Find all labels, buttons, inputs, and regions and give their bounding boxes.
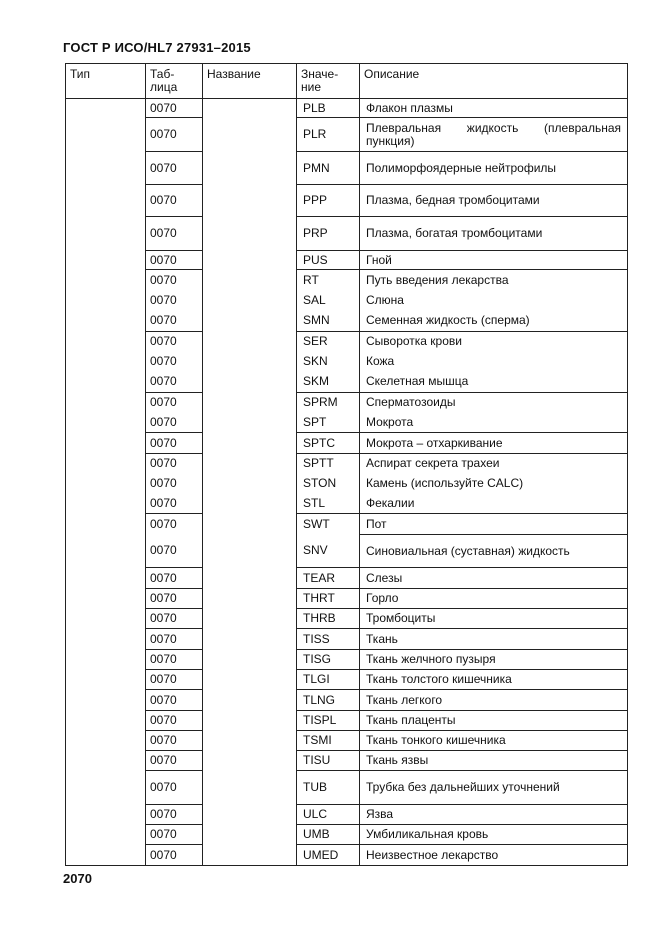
value-cell: UMB <box>297 825 360 845</box>
value-cell: THRT <box>297 589 360 609</box>
table-row <box>66 589 628 609</box>
name-cell <box>203 670 297 690</box>
type-cell <box>66 771 146 805</box>
type-cell <box>66 731 146 751</box>
description-cell: Ткань толстого кишечника <box>360 670 628 690</box>
value-cell: TISG <box>297 650 360 670</box>
description-cell: Пот <box>360 514 628 535</box>
name-cell <box>203 433 297 454</box>
table-number-cell: 0070 <box>146 185 203 217</box>
name-cell <box>203 251 297 270</box>
description-cell: Плевральная жидкость (плевральная пункция) <box>360 118 628 152</box>
table-number-cell: 0070 <box>146 332 203 352</box>
table-number-cell: 0070 <box>146 433 203 454</box>
type-cell <box>66 568 146 589</box>
col-header-name: Название <box>203 64 297 99</box>
col-header-description: Описание <box>360 64 628 99</box>
table-row <box>66 629 628 650</box>
type-cell <box>66 393 146 413</box>
col-header-type: Тип <box>66 64 146 99</box>
type-cell <box>66 311 146 332</box>
table-number-cell: 0070 <box>146 311 203 332</box>
type-cell <box>66 474 146 494</box>
type-cell <box>66 751 146 771</box>
value-cell: TEAR <box>297 568 360 589</box>
description-cell: Гной <box>360 251 628 270</box>
description-cell: Аспират секрета трахеи <box>360 454 628 474</box>
type-cell <box>66 494 146 514</box>
value-cell: SKM <box>297 372 360 393</box>
table-row <box>66 270 628 291</box>
value-cell: SPRM <box>297 393 360 413</box>
value-cell: TLGI <box>297 670 360 690</box>
table-body <box>66 99 628 866</box>
table-number-cell: 0070 <box>146 217 203 251</box>
type-cell <box>66 291 146 311</box>
description-cell: Ткань язвы <box>360 751 628 771</box>
name-cell <box>203 454 297 474</box>
type-cell <box>66 185 146 217</box>
table-row <box>66 291 628 311</box>
value-cell: TUB <box>297 771 360 805</box>
type-cell <box>66 332 146 352</box>
table-number-cell: 0070 <box>146 291 203 311</box>
table-row <box>66 805 628 825</box>
table-number-cell: 0070 <box>146 270 203 291</box>
table-row <box>66 771 628 805</box>
page-number: 2070 <box>63 871 92 886</box>
table-number-cell: 0070 <box>146 99 203 118</box>
name-cell <box>203 393 297 413</box>
name-cell <box>203 311 297 332</box>
name-cell <box>203 270 297 291</box>
table-row <box>66 535 628 568</box>
type-cell <box>66 433 146 454</box>
value-cell: STL <box>297 494 360 514</box>
table-number-cell: 0070 <box>146 650 203 670</box>
table-number-cell: 0070 <box>146 609 203 629</box>
type-cell <box>66 217 146 251</box>
description-cell: Семенная жидкость (сперма) <box>360 311 628 332</box>
type-cell <box>66 670 146 690</box>
table-number-cell: 0070 <box>146 805 203 825</box>
value-cell: TISS <box>297 629 360 650</box>
type-cell <box>66 629 146 650</box>
table-row <box>66 514 628 535</box>
type-cell <box>66 251 146 270</box>
description-cell: Умбиликальная кровь <box>360 825 628 845</box>
table-number-cell: 0070 <box>146 589 203 609</box>
value-cell: SAL <box>297 291 360 311</box>
table-number-cell: 0070 <box>146 690 203 711</box>
type-cell <box>66 270 146 291</box>
value-cell: TSMI <box>297 731 360 751</box>
table-number-cell: 0070 <box>146 825 203 845</box>
type-cell <box>66 352 146 372</box>
value-cell: TISU <box>297 751 360 771</box>
name-cell <box>203 845 297 866</box>
value-cell: UMED <box>297 845 360 866</box>
code-table <box>65 63 628 866</box>
col-header-table: Таб- лица <box>146 64 203 99</box>
table-row <box>66 568 628 589</box>
table-row <box>66 711 628 731</box>
type-cell <box>66 609 146 629</box>
table-row <box>66 609 628 629</box>
name-cell <box>203 372 297 393</box>
table-row <box>66 99 628 118</box>
type-cell <box>66 118 146 152</box>
value-cell: SPTT <box>297 454 360 474</box>
table-row <box>66 413 628 433</box>
table-number-cell: 0070 <box>146 494 203 514</box>
name-cell <box>203 690 297 711</box>
table-number-cell: 0070 <box>146 711 203 731</box>
value-cell: PRP <box>297 217 360 251</box>
name-cell <box>203 731 297 751</box>
table-number-cell: 0070 <box>146 731 203 751</box>
name-cell <box>203 609 297 629</box>
type-cell <box>66 589 146 609</box>
name-cell <box>203 474 297 494</box>
type-cell <box>66 413 146 433</box>
value-cell: SPT <box>297 413 360 433</box>
description-cell: Плазма, богатая тромбоцитами <box>360 217 628 251</box>
description-cell: Сперматозоиды <box>360 393 628 413</box>
description-cell: Трубка без дальнейших уточнений <box>360 771 628 805</box>
name-cell <box>203 825 297 845</box>
description-cell: Флакон плазмы <box>360 99 628 118</box>
table-number-cell: 0070 <box>146 372 203 393</box>
value-cell: SKN <box>297 352 360 372</box>
value-cell: SPTC <box>297 433 360 454</box>
description-cell: Ткань <box>360 629 628 650</box>
table-number-cell: 0070 <box>146 514 203 535</box>
description-cell: Синовиальная (суставная) жидкость <box>360 535 628 568</box>
description-cell: Полиморфоядерные нейтрофилы <box>360 152 628 185</box>
name-cell <box>203 185 297 217</box>
table-number-cell: 0070 <box>146 118 203 152</box>
document-header: ГОСТ Р ИСО/HL7 27931–2015 <box>63 40 251 55</box>
value-cell: ULC <box>297 805 360 825</box>
type-cell <box>66 650 146 670</box>
table-row <box>66 751 628 771</box>
description-cell: Ткань легкого <box>360 690 628 711</box>
name-cell <box>203 805 297 825</box>
description-cell: Скелетная мышца <box>360 372 628 393</box>
table-row <box>66 332 628 352</box>
description-cell: Ткань желчного пузыря <box>360 650 628 670</box>
name-cell <box>203 118 297 152</box>
value-cell: SER <box>297 332 360 352</box>
description-cell: Мокрота <box>360 413 628 433</box>
name-cell <box>203 711 297 731</box>
name-cell <box>203 291 297 311</box>
table-row <box>66 825 628 845</box>
table-row <box>66 731 628 751</box>
description-cell: Мокрота – отхаркивание <box>360 433 628 454</box>
value-cell: THRB <box>297 609 360 629</box>
description-cell: Слезы <box>360 568 628 589</box>
name-cell <box>203 629 297 650</box>
table-number-cell: 0070 <box>146 352 203 372</box>
table-number-cell: 0070 <box>146 152 203 185</box>
type-cell <box>66 845 146 866</box>
name-cell <box>203 650 297 670</box>
description-cell: Ткань тонкого кишечника <box>360 731 628 751</box>
table-number-cell: 0070 <box>146 474 203 494</box>
table-row <box>66 251 628 270</box>
description-cell: Неизвестное лекарство <box>360 845 628 866</box>
value-cell: PPP <box>297 185 360 217</box>
table-row <box>66 185 628 217</box>
name-cell <box>203 535 297 568</box>
type-cell <box>66 99 146 118</box>
type-cell <box>66 514 146 535</box>
description-cell: Кожа <box>360 352 628 372</box>
description-cell: Путь введения лекарства <box>360 270 628 291</box>
table-header-row <box>66 64 628 99</box>
name-cell <box>203 413 297 433</box>
type-cell <box>66 825 146 845</box>
table-row <box>66 352 628 372</box>
description-cell: Плазма, бедная тромбоцитами <box>360 185 628 217</box>
table-number-cell: 0070 <box>146 629 203 650</box>
type-cell <box>66 535 146 568</box>
name-cell <box>203 332 297 352</box>
description-cell: Слюна <box>360 291 628 311</box>
table-number-cell: 0070 <box>146 251 203 270</box>
name-cell <box>203 217 297 251</box>
value-cell: SMN <box>297 311 360 332</box>
name-cell <box>203 514 297 535</box>
table-row <box>66 454 628 474</box>
description-cell: Ткань плаценты <box>360 711 628 731</box>
description-cell: Камень (используйте CALC) <box>360 474 628 494</box>
name-cell <box>203 568 297 589</box>
table-row <box>66 152 628 185</box>
type-cell <box>66 805 146 825</box>
table-number-cell: 0070 <box>146 568 203 589</box>
table-row <box>66 217 628 251</box>
value-cell: PLB <box>297 99 360 118</box>
description-cell: Сыворотка крови <box>360 332 628 352</box>
name-cell <box>203 751 297 771</box>
value-cell: TISPL <box>297 711 360 731</box>
description-cell: Язва <box>360 805 628 825</box>
table-number-cell: 0070 <box>146 413 203 433</box>
value-cell: TLNG <box>297 690 360 711</box>
table-row <box>66 845 628 866</box>
type-cell <box>66 454 146 474</box>
value-cell: SWT <box>297 514 360 535</box>
table-row <box>66 393 628 413</box>
table-row <box>66 494 628 514</box>
value-cell: PMN <box>297 152 360 185</box>
table-row <box>66 690 628 711</box>
table-row <box>66 118 628 152</box>
name-cell <box>203 99 297 118</box>
type-cell <box>66 372 146 393</box>
type-cell <box>66 690 146 711</box>
name-cell <box>203 494 297 514</box>
description-cell: Тромбоциты <box>360 609 628 629</box>
table-row <box>66 670 628 690</box>
table-row <box>66 433 628 454</box>
name-cell <box>203 589 297 609</box>
table-number-cell: 0070 <box>146 751 203 771</box>
name-cell <box>203 771 297 805</box>
value-cell: PUS <box>297 251 360 270</box>
value-cell: STON <box>297 474 360 494</box>
table-number-cell: 0070 <box>146 535 203 568</box>
description-cell: Горло <box>360 589 628 609</box>
name-cell <box>203 352 297 372</box>
value-cell: RT <box>297 270 360 291</box>
table-row <box>66 311 628 332</box>
col-header-value: Значе- ние <box>297 64 360 99</box>
table-number-cell: 0070 <box>146 670 203 690</box>
name-cell <box>203 152 297 185</box>
table-row <box>66 474 628 494</box>
description-cell: Фекалии <box>360 494 628 514</box>
table-row <box>66 372 628 393</box>
table-number-cell: 0070 <box>146 845 203 866</box>
value-cell: PLR <box>297 118 360 152</box>
table-number-cell: 0070 <box>146 771 203 805</box>
value-cell: SNV <box>297 535 360 568</box>
table-number-cell: 0070 <box>146 393 203 413</box>
type-cell <box>66 152 146 185</box>
table-number-cell: 0070 <box>146 454 203 474</box>
type-cell <box>66 711 146 731</box>
table-row <box>66 650 628 670</box>
